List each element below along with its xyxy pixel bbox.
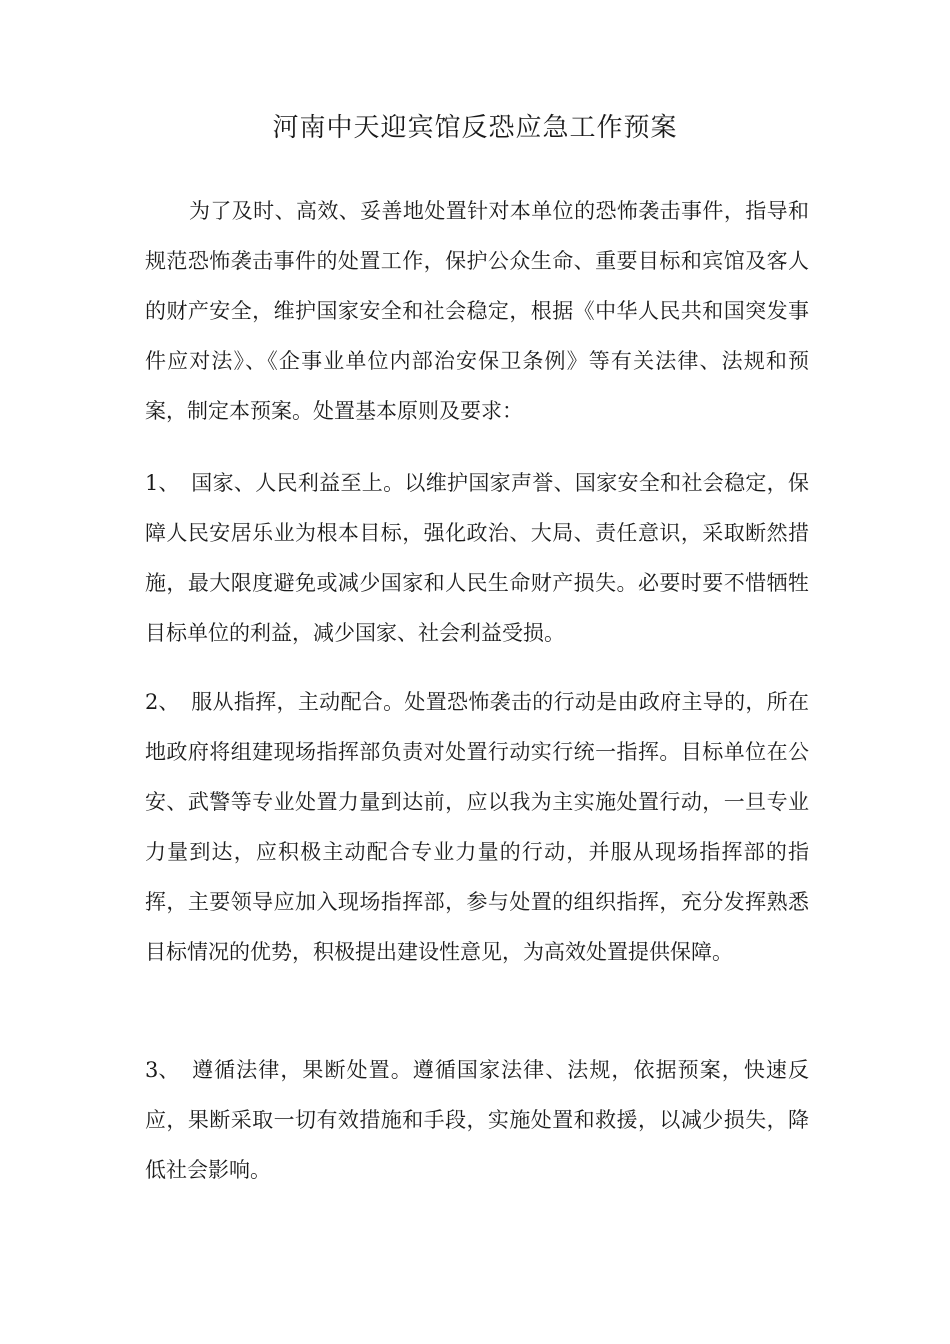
intro-paragraph: 为了及时、高效、妥善地处置针对本单位的恐怖袭击事件，指导和规范恐怖袭击事件的处置工作，保护公众生命、重要目标和宾馆及客人的财产安全，维护国家安全和社会稳定，根据《中华人民共和国突发事件应对法》、《企事业单位内部治安保卫条例》等有关法律、法规和预案，制定本预案。处置基本原则及要求： (145, 199, 809, 423)
principle-item-2 (145, 677, 809, 977)
item-text: 服从指挥，主动配合。处置恐怖袭击的行动是由政府主导的，所在地政府将组建现场指挥部负责对处置行动实行统一指挥。目标单位在公安、武警等专业处置力量到达前，应以我为主实施处置行动，一旦专业力量到达，应积极主动配合专业力量的行动，并服从现场指挥部的指挥，主要领导应加入现场指挥部，参与处置的组织指挥，充分发挥熟悉目标情况的优势，积极提出建设性意见，为高效处置提供保障。 (145, 690, 809, 964)
principle-item-3 (145, 1045, 809, 1195)
item-text: 国家、人民利益至上。以维护国家声誉、国家安全和社会稳定，保障人民安居乐业为根本目标，强化政治、大局、责任意识，采取断然措施，最大限度避免或减少国家和人民生命财产损失。必要时要不惜牺牲目标单位的利益，减少国家、社会利益受损。 (145, 471, 809, 645)
item-text: 遵循法律，果断处置。遵循国家法律、法规，依据预案，快速反应，果断采取一切有效措施和手段，实施处置和救援，以减少损失，降低社会影响。 (145, 1058, 809, 1182)
item-number: 2、 (145, 690, 180, 714)
item-number: 1、 (145, 471, 180, 495)
document-title: 河南中天迎宾馆反恐应急工作预案 (272, 113, 678, 143)
item-number: 3、 (145, 1058, 180, 1082)
principle-item-1 (145, 458, 809, 658)
